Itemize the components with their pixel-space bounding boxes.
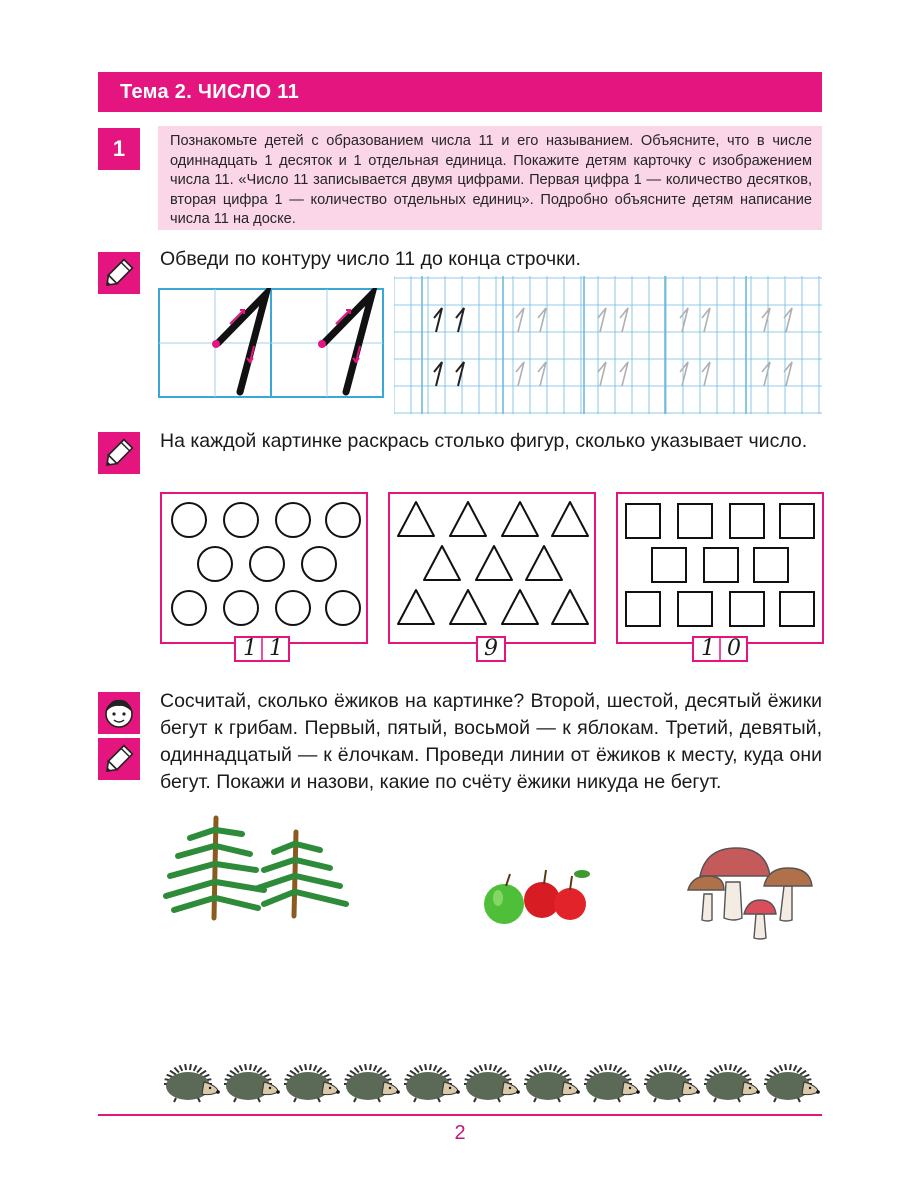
hedgehog xyxy=(464,1064,520,1102)
boy-face-icon xyxy=(98,692,140,734)
pencil-icon xyxy=(98,738,140,780)
trace-digit xyxy=(762,362,770,386)
trace-digit xyxy=(680,308,688,332)
trace-digit xyxy=(434,308,442,332)
pencil-icon xyxy=(98,252,140,294)
hedgehog xyxy=(284,1064,340,1102)
hedgehog-row xyxy=(160,1052,822,1104)
trace-digit xyxy=(620,308,628,332)
answer-digit: 1 xyxy=(243,636,257,661)
page-number: 2 xyxy=(454,1122,466,1144)
trace-digit xyxy=(434,362,442,386)
hedgehog xyxy=(404,1064,460,1102)
trace-instruction: Обведи по контуру число 11 до конца строчки. xyxy=(160,248,581,270)
trace-digit xyxy=(538,362,546,386)
hedgehog xyxy=(704,1064,760,1102)
task-number: 1 xyxy=(98,128,140,170)
trace-digit xyxy=(598,308,606,332)
trace-digit xyxy=(762,308,770,332)
teacher-note: Познакомьте детей с образованием числа 11 и его называнием. Объясните, что в числе одиннадцать 1 десяток и 1 отдельная единица. Покажите детям карточку с изображением числа 11. «Число 11 записывается двумя цифрами. Первая цифра 1 — количество десятков, вторая цифра 1 — количество отдельных единиц». Подробно объясните детям написание числа 11 на доске. xyxy=(158,126,822,230)
trace-digit xyxy=(620,362,628,386)
hedgehog xyxy=(764,1064,820,1102)
hedgehog xyxy=(224,1064,280,1102)
trace-digit xyxy=(702,308,710,332)
footer-divider xyxy=(98,1114,822,1116)
trace-digit xyxy=(702,362,710,386)
writing-grid[interactable] xyxy=(394,276,822,414)
answer-digit: 1 xyxy=(701,636,715,661)
trace-digit xyxy=(516,362,524,386)
topic-title: Тема 2. ЧИСЛО 11 xyxy=(98,72,822,112)
trace-digit xyxy=(456,308,464,332)
pencil-icon xyxy=(98,432,140,474)
trace-digit xyxy=(538,308,546,332)
color-instruction: На каждой картинке раскрась столько фигур, сколько указывает число. xyxy=(160,430,808,452)
circles-card xyxy=(160,492,368,644)
hedgehog-instruction: Сосчитай, сколько ёжиков на картинке? Второй, шестой, десятый ёжики бегут к грибам. Первый, пятый, восьмой — к яблокам. Третий, девятый, одиннадцатый — к ёлочкам. Проведи линии от ёжиков к месту, куда они бегут. Покажи и назови, какие по счёту ёжики никуда не бегут. xyxy=(160,690,822,793)
answer-box-circles[interactable] xyxy=(234,636,290,662)
triangles-card xyxy=(388,492,596,644)
answer-digit: 9 xyxy=(484,636,498,661)
fir-trees-image xyxy=(160,812,360,924)
trace-digit xyxy=(516,308,524,332)
digit-sample xyxy=(158,288,384,398)
answer-digit: 0 xyxy=(727,636,741,661)
trace-digit xyxy=(598,362,606,386)
answer-digit: 1 xyxy=(269,636,283,661)
hedgehog xyxy=(584,1064,640,1102)
answer-box-triangles[interactable] xyxy=(476,636,506,662)
hedgehog xyxy=(164,1064,220,1102)
hedgehog xyxy=(524,1064,580,1102)
hedgehog xyxy=(344,1064,400,1102)
squares-card xyxy=(616,492,824,644)
trace-digit xyxy=(680,362,688,386)
trace-digit xyxy=(456,362,464,386)
mushrooms-image xyxy=(686,842,816,942)
answer-box-squares[interactable] xyxy=(692,636,748,662)
hedgehog xyxy=(644,1064,700,1102)
apples-image xyxy=(478,862,594,926)
